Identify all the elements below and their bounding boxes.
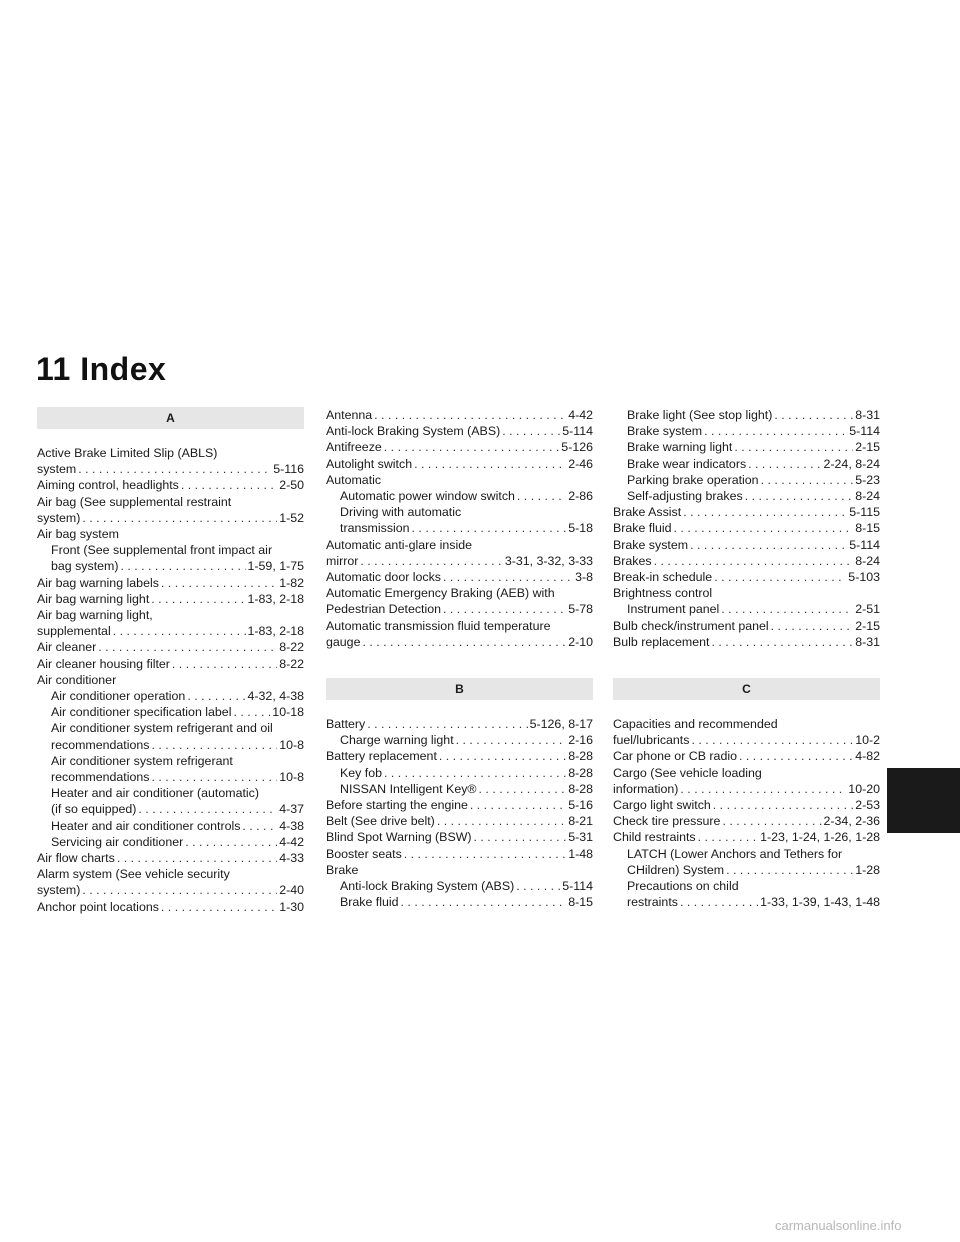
- dot-leader: [761, 472, 854, 488]
- dot-leader: [680, 781, 846, 797]
- entry-term: bag system): [51, 559, 119, 574]
- dot-leader: [714, 569, 846, 585]
- dot-leader: [691, 732, 853, 748]
- index-entry-line: Automatic Emergency Braking (AEB) with: [326, 586, 555, 601]
- dot-leader: [151, 769, 277, 785]
- index-entry: [613, 618, 880, 634]
- index-entry-line: Air conditioner: [37, 672, 117, 687]
- entry-term: mirror: [326, 553, 359, 568]
- section-heading: B: [326, 678, 593, 700]
- section-spacer: [613, 650, 880, 678]
- entry-term: restraints: [627, 895, 678, 910]
- index-entry: [37, 899, 304, 915]
- page-reference: 1-33, 1-39, 1-43, 1-48: [760, 895, 880, 910]
- entry-term: Battery: [326, 717, 366, 732]
- dot-leader: [185, 834, 277, 850]
- entry-term: Brake warning light: [627, 440, 733, 455]
- entry-term: Anti-lock Braking System (ABS): [326, 424, 501, 439]
- page-reference: 8-31: [855, 634, 880, 649]
- page-reference: 3-31, 3-32, 3-33: [504, 553, 593, 568]
- entry-term: Air conditioner operation: [51, 689, 186, 704]
- dot-leader: [517, 488, 566, 504]
- page-reference: 5-126: [561, 440, 593, 455]
- entry-term: Anti-lock Braking System (ABS): [340, 879, 515, 894]
- dot-leader: [437, 813, 566, 829]
- dot-leader: [374, 407, 566, 423]
- page-reference: 1-52: [279, 510, 304, 525]
- index-entry: [37, 591, 304, 607]
- entry-term: Air cleaner: [37, 640, 97, 655]
- index-subentry: [613, 407, 880, 423]
- dot-leader: [516, 878, 560, 894]
- page-reference: 1-82: [279, 575, 304, 590]
- index-subentry: [613, 601, 880, 617]
- watermark: carmanualsonline.info: [775, 1218, 902, 1233]
- dot-leader: [726, 862, 853, 878]
- dot-leader: [680, 894, 758, 910]
- entry-term: Before starting the engine: [326, 798, 468, 813]
- dot-leader: [443, 601, 566, 617]
- dot-leader: [654, 553, 854, 569]
- index-entry-line: Automatic: [326, 472, 382, 487]
- dot-leader: [151, 591, 245, 607]
- index-entry: [37, 575, 304, 591]
- index-entry-line: Automatic anti-glare inside: [326, 537, 473, 552]
- page-reference: 4-82: [855, 749, 880, 764]
- page-reference: 1-83, 2-18: [247, 591, 304, 606]
- index-entry-line: Capacities and recommended: [613, 717, 778, 732]
- page-reference: 1-30: [279, 899, 304, 914]
- entry-term: Blind Spot Warning (BSW): [326, 830, 472, 845]
- entry-term: Booster seats: [326, 846, 402, 861]
- index-subentry: [37, 737, 304, 753]
- page-reference: 5-31: [568, 830, 593, 845]
- index-entry: [326, 846, 593, 862]
- dot-leader: [456, 732, 567, 748]
- index-entry: [326, 439, 593, 455]
- dot-leader: [151, 737, 277, 753]
- index-subentry-line: Heater and air conditioner (automatic): [51, 786, 259, 801]
- dot-leader: [113, 623, 246, 639]
- index-entry-line: Alarm system (See vehicle security: [37, 867, 230, 882]
- index-subentry: [613, 862, 880, 878]
- index-subentry: [37, 801, 304, 817]
- dot-leader: [748, 456, 821, 472]
- index-subentry: [326, 894, 593, 910]
- index-entry-line: Cargo (See vehicle loading: [613, 765, 762, 780]
- index-entry: [326, 634, 593, 650]
- dot-leader: [78, 461, 271, 477]
- entry-term: Automatic power window switch: [340, 489, 515, 504]
- entry-term: CHildren) System: [627, 862, 725, 877]
- page-reference: 2-51: [855, 602, 880, 617]
- page-reference: 8-22: [279, 640, 304, 655]
- page-reference: 2-10: [568, 634, 593, 649]
- index-entry-line: Air bag warning light,: [37, 608, 153, 623]
- entry-term: (if so equipped): [51, 802, 137, 817]
- chapter-title: 11 Index: [36, 351, 167, 387]
- dot-leader: [120, 558, 245, 574]
- dot-leader: [161, 899, 277, 915]
- index-subentry: [613, 472, 880, 488]
- index-entry: [613, 732, 880, 748]
- dot-leader: [713, 797, 853, 813]
- index-entry: [613, 504, 880, 520]
- page-reference: 5-115: [849, 505, 880, 520]
- index-entry-line: Air bag (See supplemental restraint: [37, 494, 232, 509]
- dot-leader: [117, 850, 277, 866]
- page-reference: 8-21: [568, 814, 593, 829]
- index-entry: [326, 829, 593, 845]
- index-entry: [326, 553, 593, 569]
- index-subentry: [37, 688, 304, 704]
- dot-leader: [172, 656, 277, 672]
- index-entry: [326, 813, 593, 829]
- index-entry: [37, 639, 304, 655]
- dot-leader: [181, 477, 277, 493]
- dot-leader: [683, 504, 847, 520]
- dot-leader: [98, 639, 277, 655]
- dot-leader: [502, 423, 560, 439]
- dot-leader: [771, 618, 854, 634]
- page-reference: 2-40: [279, 883, 304, 898]
- index-subentry: [613, 894, 880, 910]
- page-reference: 4-38: [279, 818, 304, 833]
- page-reference: 5-114: [849, 537, 880, 552]
- entry-term: Air bag warning labels: [37, 575, 159, 590]
- page-reference: 3-8: [575, 570, 593, 585]
- dot-leader: [443, 569, 573, 585]
- index-subentry: [613, 423, 880, 439]
- dot-leader: [698, 829, 759, 845]
- entry-term: transmission: [340, 521, 410, 536]
- index-column-3: [613, 407, 880, 910]
- entry-term: Automatic door locks: [326, 570, 442, 585]
- index-entry: [613, 748, 880, 764]
- dot-leader: [474, 829, 567, 845]
- dot-leader: [745, 488, 853, 504]
- page-reference: 5-114: [562, 879, 593, 894]
- page-reference: 8-28: [568, 781, 593, 796]
- entry-term: Break-in schedule: [613, 570, 713, 585]
- entry-term: Parking brake operation: [627, 472, 759, 487]
- index-subentry: [37, 834, 304, 850]
- page-reference: 4-32, 4-38: [247, 689, 304, 704]
- entry-term: Brake fluid: [340, 895, 399, 910]
- index-subentry-line: LATCH (Lower Anchors and Tethers for: [627, 846, 843, 861]
- chapter-tab-marker: [887, 768, 960, 833]
- index-entry-line: Active Brake Limited Slip (ABLS): [37, 446, 218, 460]
- index-subentry: [326, 488, 593, 504]
- entry-term: Brakes: [613, 553, 652, 568]
- index-entry: [613, 569, 880, 585]
- index-subentry: [326, 732, 593, 748]
- page-reference: 2-24, 8-24: [823, 456, 880, 471]
- dot-leader: [739, 748, 853, 764]
- page-reference: 10-8: [279, 770, 304, 785]
- entry-term: system): [37, 510, 81, 525]
- dot-leader: [404, 846, 566, 862]
- page-reference: 8-31: [855, 408, 880, 422]
- index-entry: [326, 716, 593, 732]
- dot-leader: [439, 748, 566, 764]
- entry-term: recommendations: [51, 770, 150, 785]
- page-reference: 5-23: [855, 472, 880, 487]
- page-reference: 1-48: [568, 846, 593, 861]
- index-subentry: [37, 818, 304, 834]
- page-reference: 5-126, 8-17: [529, 717, 593, 732]
- dot-leader: [187, 688, 245, 704]
- dot-leader: [704, 423, 847, 439]
- dot-leader: [674, 520, 854, 536]
- index-subentry: [326, 520, 593, 536]
- dot-leader: [360, 553, 502, 569]
- entry-term: Charge warning light: [340, 733, 454, 748]
- index-entry: [613, 829, 880, 845]
- section-heading: C: [613, 678, 880, 700]
- page-reference: 1-28: [855, 862, 880, 877]
- entry-term: Belt (See drive belt): [326, 814, 435, 829]
- index-entry: [326, 407, 593, 423]
- dot-leader: [721, 601, 853, 617]
- page-reference: 5-78: [568, 602, 593, 617]
- index-entry: [326, 748, 593, 764]
- index-subentry-line: Air conditioner system refrigerant: [51, 753, 233, 768]
- page-reference: 5-116: [273, 462, 304, 477]
- entry-term: Bulb check/instrument panel: [613, 618, 769, 633]
- entry-term: Aiming control, headlights: [37, 478, 179, 493]
- index-subentry-line: Precautions on child: [627, 879, 739, 894]
- page-reference: 2-16: [568, 733, 593, 748]
- index-entry: [326, 797, 593, 813]
- entry-term: Air bag warning light: [37, 591, 150, 606]
- index-entry: [37, 656, 304, 672]
- page-reference: 10-20: [848, 781, 880, 796]
- entry-term: recommendations: [51, 737, 150, 752]
- index-entry: [37, 882, 304, 898]
- index-entry: [37, 623, 304, 639]
- entry-term: Bulb replacement: [613, 634, 710, 649]
- index-entry-line: Air bag system: [37, 527, 119, 542]
- entry-term: Antifreeze: [326, 440, 382, 455]
- entry-term: Self-adjusting brakes: [627, 489, 743, 504]
- entry-term: system): [37, 883, 81, 898]
- entry-term: Anchor point locations: [37, 899, 159, 914]
- index-subentry-line: Driving with automatic: [340, 505, 462, 520]
- index-entry: [37, 850, 304, 866]
- index-subentry: [37, 558, 304, 574]
- entry-term: Brake system: [627, 424, 703, 439]
- entry-term: Brake fluid: [613, 521, 672, 536]
- page-reference: 5-18: [568, 521, 593, 536]
- entry-term: Brake Assist: [613, 505, 682, 520]
- index-subentry: [613, 456, 880, 472]
- dot-leader: [722, 813, 821, 829]
- page-reference: 8-15: [855, 521, 880, 536]
- page-reference: 1-83, 2-18: [247, 624, 304, 639]
- entry-term: Pedestrian Detection: [326, 602, 442, 617]
- page-reference: 4-42: [279, 834, 304, 849]
- entry-term: gauge: [326, 634, 361, 649]
- index-entry: [613, 797, 880, 813]
- entry-term: Autolight switch: [326, 456, 413, 471]
- index-subentry: [37, 704, 304, 720]
- index-subentry: [326, 781, 593, 797]
- page-reference: 5-114: [562, 424, 593, 439]
- dot-leader: [367, 716, 527, 732]
- dot-leader: [414, 456, 566, 472]
- dot-leader: [384, 765, 566, 781]
- index-column-1: [37, 407, 304, 915]
- page-reference: 2-46: [568, 456, 593, 471]
- section-heading: A: [37, 407, 304, 429]
- index-entry: [326, 456, 593, 472]
- page-reference: 5-16: [568, 798, 593, 813]
- entry-term: Brake system: [613, 537, 689, 552]
- page-reference: 8-15: [568, 895, 593, 910]
- page-reference: 1-59, 1-75: [247, 559, 304, 574]
- page-reference: 2-86: [568, 489, 593, 504]
- entry-term: system: [37, 462, 77, 477]
- dot-leader: [711, 634, 853, 650]
- dot-leader: [412, 520, 567, 536]
- dot-leader: [690, 537, 847, 553]
- index-entry: [326, 601, 593, 617]
- index-entry: [326, 569, 593, 585]
- dot-leader: [233, 704, 270, 720]
- entry-term: Servicing air conditioner: [51, 834, 184, 849]
- page-reference: 4-42: [568, 408, 593, 422]
- index-entry: [37, 477, 304, 493]
- dot-leader: [242, 818, 277, 834]
- entry-term: Antenna: [326, 408, 373, 422]
- page-reference: 4-37: [279, 802, 304, 817]
- page-reference: 10-18: [272, 705, 304, 720]
- entry-term: NISSAN Intelligent Key®: [340, 781, 477, 796]
- dot-leader: [401, 894, 567, 910]
- page-reference: 8-24: [855, 553, 880, 568]
- page-reference: 4-33: [279, 851, 304, 866]
- index-entry: [613, 537, 880, 553]
- index-entry: [37, 510, 304, 526]
- index-subentry: [613, 488, 880, 504]
- entry-term: fuel/lubricants: [613, 733, 690, 748]
- index-entry-line: Brake: [326, 862, 359, 877]
- index-column-2: [326, 407, 593, 910]
- entry-term: Air conditioner specification label: [51, 705, 232, 720]
- entry-term: Air cleaner housing filter: [37, 656, 170, 671]
- index-entry: [613, 813, 880, 829]
- page-reference: 8-22: [279, 656, 304, 671]
- page-reference: 2-15: [855, 618, 880, 633]
- dot-leader: [734, 439, 853, 455]
- page-reference: 8-28: [568, 765, 593, 780]
- entry-term: Instrument panel: [627, 602, 720, 617]
- index-subentry-line: Front (See supplemental front impact air: [51, 543, 273, 558]
- dot-leader: [384, 439, 560, 455]
- dot-leader: [82, 882, 277, 898]
- page-reference: 8-24: [855, 489, 880, 504]
- dot-leader: [470, 797, 566, 813]
- dot-leader: [161, 575, 277, 591]
- entry-term: supplemental: [37, 624, 111, 639]
- page-reference: 5-103: [848, 570, 880, 585]
- index-entry-line: Automatic transmission fluid temperature: [326, 618, 551, 633]
- entry-term: information): [613, 781, 679, 796]
- entry-term: Heater and air conditioner controls: [51, 818, 241, 833]
- index-entry: [326, 423, 593, 439]
- index-entry: [613, 520, 880, 536]
- entry-term: Car phone or CB radio: [613, 749, 737, 764]
- index-subentry: [326, 765, 593, 781]
- page-reference: 8-28: [568, 749, 593, 764]
- page-reference: 2-53: [855, 798, 880, 813]
- index-entry: [613, 781, 880, 797]
- entry-term: Child restraints: [613, 830, 696, 845]
- dot-leader: [774, 407, 853, 423]
- entry-term: Cargo light switch: [613, 798, 711, 813]
- dot-leader: [82, 510, 277, 526]
- dot-leader: [362, 634, 566, 650]
- entry-term: Brake light (See stop light): [627, 408, 773, 422]
- dot-leader: [138, 801, 277, 817]
- page-reference: 10-2: [855, 733, 880, 748]
- entry-term: Battery replacement: [326, 749, 437, 764]
- entry-term: Key fob: [340, 765, 383, 780]
- page-reference: 1-23, 1-24, 1-26, 1-28: [760, 830, 880, 845]
- index-entry: [37, 461, 304, 477]
- index-subentry: [37, 769, 304, 785]
- index-entry: [613, 634, 880, 650]
- index-entry: [613, 553, 880, 569]
- page-reference: 2-15: [855, 440, 880, 455]
- page-reference: 5-114: [849, 424, 880, 439]
- page-reference: 2-50: [279, 478, 304, 493]
- entry-term: Check tire pressure: [613, 814, 721, 829]
- index-entry-line: Brightness control: [613, 586, 713, 601]
- index-subentry-line: Air conditioner system refrigerant and oil: [51, 721, 273, 736]
- entry-term: Brake wear indicators: [627, 456, 747, 471]
- dot-leader: [479, 781, 567, 797]
- section-spacer: [326, 650, 593, 678]
- entry-term: Air flow charts: [37, 851, 115, 866]
- index-subentry: [326, 878, 593, 894]
- page-reference: 10-8: [279, 737, 304, 752]
- page-reference: 2-34, 2-36: [823, 814, 880, 829]
- index-subentry: [613, 439, 880, 455]
